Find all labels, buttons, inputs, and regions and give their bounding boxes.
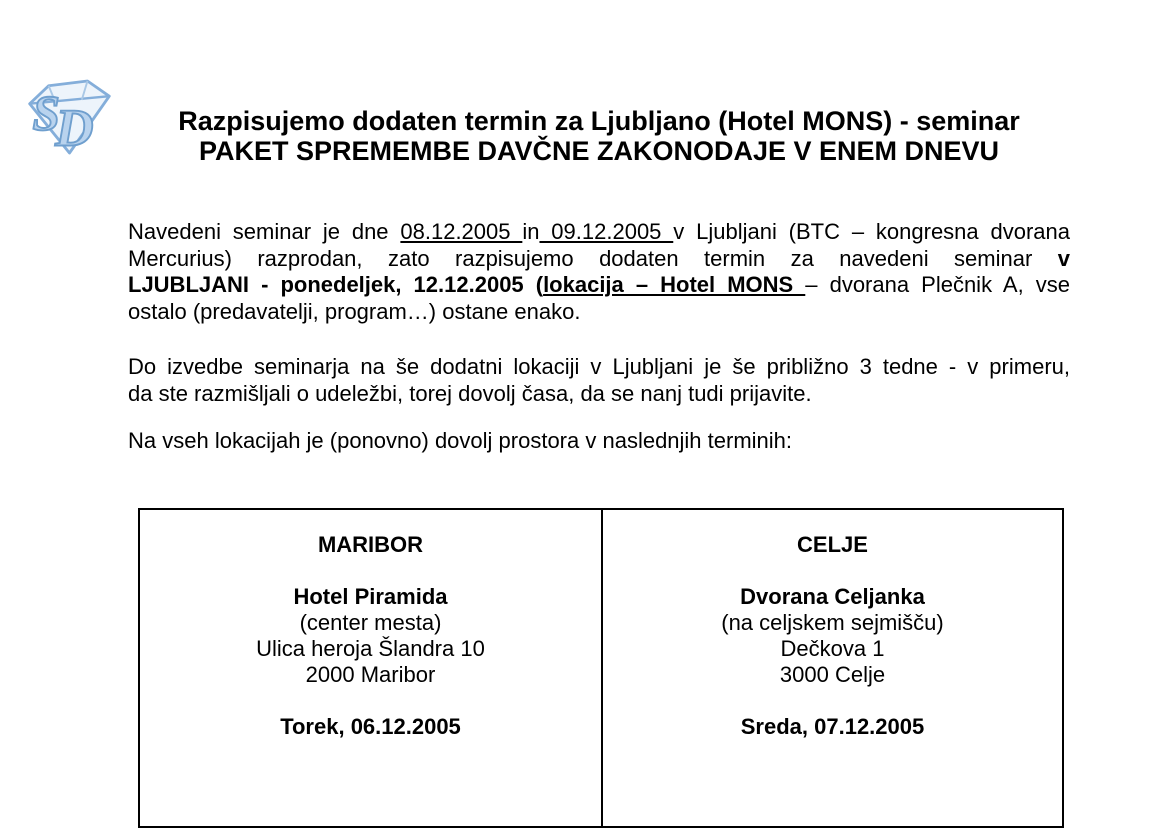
location-cell-maribor xyxy=(140,510,601,826)
text-segment: in xyxy=(522,219,540,244)
spacer xyxy=(603,558,1062,584)
logo-letter-s: S xyxy=(32,85,60,141)
paragraph-seminar-soldout xyxy=(128,219,1070,325)
location-address-street: Ulica heroja Šlandra 10 xyxy=(256,636,485,661)
spacer xyxy=(603,688,1062,714)
location-address-city: 2000 Maribor xyxy=(305,662,436,687)
text-segment: Navedeni seminar je dne xyxy=(128,219,401,244)
text-segment: 08.12.2005 xyxy=(400,219,523,244)
title-line-1: Razpisujemo dodaten termin za Ljubljano (Hotel MONS) - seminar xyxy=(178,106,1020,136)
text-segment: lokacija – Hotel MONS xyxy=(543,272,806,297)
spacer xyxy=(140,558,601,584)
paragraph-line xyxy=(128,246,1070,273)
text-segment: v Ljubljani (BTC – kongresna dvorana xyxy=(673,219,1070,244)
location-venue: Hotel Piramida xyxy=(293,584,448,609)
text-segment: Mercurius) razprodan, zato razpisujemo dodaten termin za navedeni seminar xyxy=(128,245,1058,271)
location-venue-note: (na celjskem sejmišču) xyxy=(721,610,944,635)
paragraph-line xyxy=(128,299,1070,326)
location-date: Sreda, 07.12.2005 xyxy=(740,714,925,739)
location-venue-note: (center mesta) xyxy=(299,610,442,635)
location-venue: Dvorana Celjanka xyxy=(740,584,925,609)
paragraph-locations-intro xyxy=(128,428,1070,455)
location-city: CELJE xyxy=(797,532,868,557)
text-segment: – dvorana Plečnik A, vse xyxy=(805,272,1070,297)
title-line-2: PAKET SPREMEMBE DAVČNE ZAKONODAJE V ENEM DNEVU xyxy=(198,136,1000,166)
location-cell-celje xyxy=(601,510,1062,826)
document-title xyxy=(128,106,1070,166)
text-segment: 09.12.2005 xyxy=(539,219,674,244)
logo-letter-d: D xyxy=(55,99,94,158)
paragraph-three-weeks xyxy=(128,354,1070,407)
text-segment: LJUBLJANI - ponedeljek, 12.12.2005 ( xyxy=(128,272,544,297)
paragraph-line: da ste razmišljali o udeležbi, torej dovolj časa, da se nanj tudi prijavite. xyxy=(128,380,812,406)
spacer xyxy=(140,688,601,714)
paragraph-line xyxy=(128,219,1070,246)
sd-diamond-logo xyxy=(24,74,114,160)
location-address-city: 3000 Celje xyxy=(779,662,886,687)
paragraph-line xyxy=(128,272,1070,299)
text-segment: v xyxy=(1057,245,1070,271)
paragraph-line: Do izvedbe seminarja na še dodatni lokaciji v Ljubljani je še približno 3 tedne - v primeru, xyxy=(128,354,1070,379)
paragraph-line: Na vseh lokacijah je (ponovno) dovolj prostora v naslednjih terminih: xyxy=(128,428,793,453)
location-address-street: Dečkova 1 xyxy=(780,636,885,661)
location-city: MARIBOR xyxy=(317,532,424,557)
location-date: Torek, 06.12.2005 xyxy=(280,714,461,739)
text-segment: ostalo (predavatelji, program…) ostane enako. xyxy=(128,298,581,324)
locations-table xyxy=(138,508,1064,828)
